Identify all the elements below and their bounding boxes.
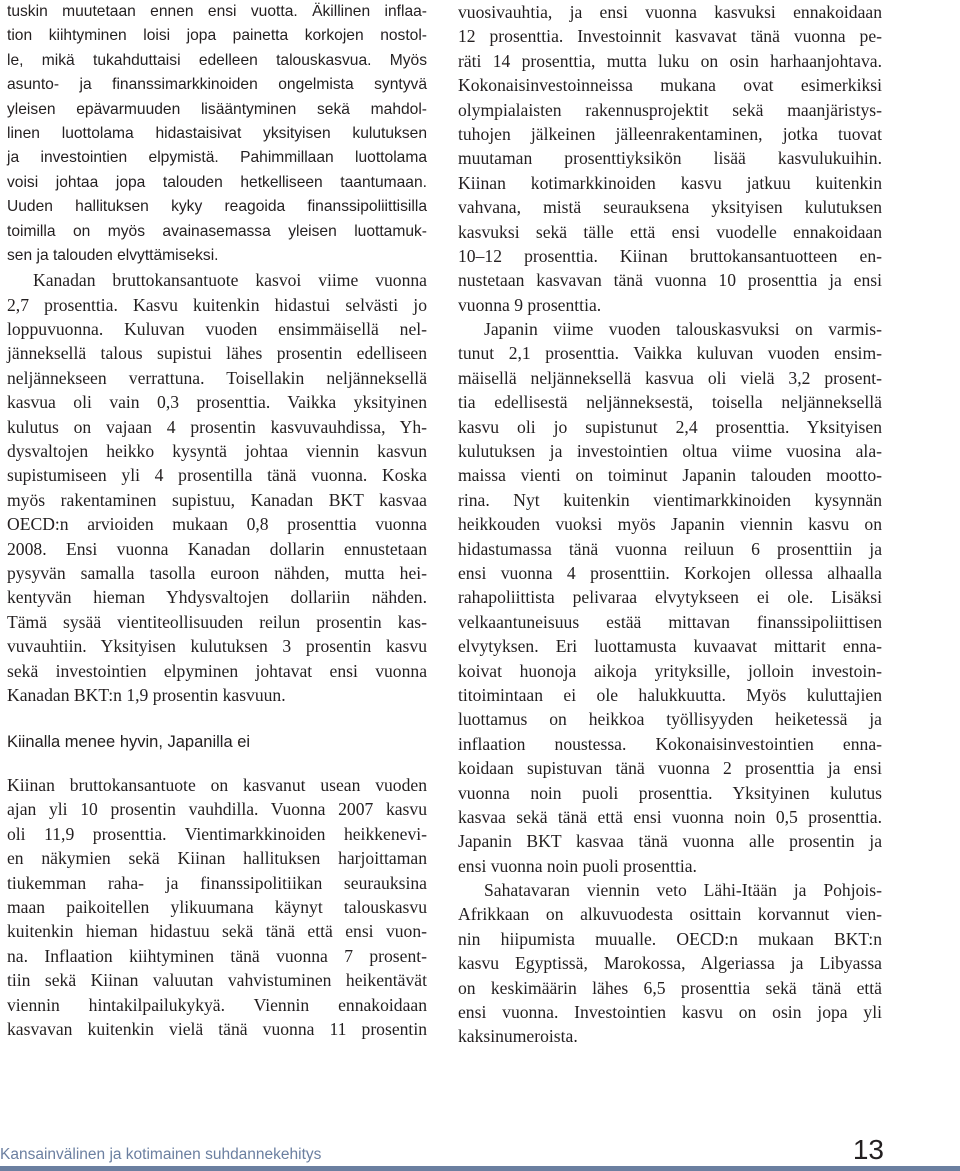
text-line: toimilla on myös avainasemassa yleisen luottamuk- bbox=[7, 222, 427, 240]
text-line: supistumiseen yli 4 prosentilla tänä vuonna. Koska bbox=[7, 465, 427, 486]
text-line: 2,7 prosenttia. Kasvu kuitenkin hidastui selvästi jo bbox=[7, 294, 427, 315]
text-line: elvytyksen. Eri luottamusta kuvaavat mittarit enna- bbox=[458, 636, 882, 657]
text-line: Kiinan bruttokansantuote on kasvanut usean vuoden bbox=[7, 775, 427, 795]
text-line: na. Inflaation kiihtyminen tänä vuonna 7 prosent- bbox=[7, 945, 427, 966]
text-line: maan paikoitellen ylikuumana käynyt talouskasvu bbox=[7, 896, 427, 917]
text-line: Tämä sysää vientiteollisuuden reilun prosentin kas- bbox=[7, 611, 427, 632]
text-line: ensi vuonna noin puoli prosenttia. bbox=[458, 855, 697, 876]
text-line: kasvavan kuitenkin vielä tänä vuonna 11 prosentin bbox=[7, 1018, 427, 1039]
text-line: tuhojen jälkeinen jälleenrakentaminen, jotka tuovat bbox=[458, 123, 882, 144]
text-line: dysvaltojen heikko kysyntä johtaa viennin kasvun bbox=[7, 441, 427, 462]
text-line: vahvana, mistä seurauksena yksityisen kulutuksen bbox=[458, 197, 882, 218]
text-line: kasvu oli jo supistunut 2,4 prosenttia. Yksityisen bbox=[458, 416, 882, 437]
text-line: titoimintaan ei ole halukkuutta. Myös kuluttajien bbox=[458, 684, 882, 705]
text-line: kasvaa sekä tänä että ensi vuonna noin 0,5 prosenttia. bbox=[458, 806, 882, 827]
text-line: kulutus on vajaan 4 prosentin kasvuvauhdissa, Yh- bbox=[7, 416, 427, 437]
left-column bbox=[7, 0, 427, 707]
text-line: vuonna 9 prosenttia. bbox=[458, 294, 602, 315]
text-line: inflaation noustessa. Kokonaisinvestointien enna- bbox=[458, 733, 882, 754]
footer-title: Kansainvälinen ja kotimainen suhdannekehitys bbox=[0, 1146, 322, 1163]
text-line: vuosivauhtia, ja ensi vuonna kasvuksi ennakoidaan bbox=[458, 2, 882, 22]
text-line: vuvauhtiin. Yksityisen kulutuksen 3 prosentin kasvu bbox=[7, 636, 427, 657]
text-line: räti 14 prosenttia, mutta luku on osin harhaanjohtava. bbox=[458, 50, 882, 71]
text-line: nustetaan kasvavan tänä vuonna 10 prosenttia ja ensi bbox=[458, 270, 882, 291]
text-line: muutaman prosenttiyksikön lisää kasvulukuihin. bbox=[458, 148, 882, 169]
text-line: Japanin viime vuoden talouskasvuksi on varmis- bbox=[484, 319, 882, 340]
text-line: on keskimäärin lähes 6,5 prosenttia sekä tänä että bbox=[458, 977, 882, 998]
text-line: koivat huonoja aikoja yrityksille, jolloin investoin- bbox=[458, 660, 882, 681]
left-paragraphs-bottom bbox=[7, 773, 427, 1041]
text-line: tuskin muutetaan ennen ensi vuotta. Äkillinen inflaa- bbox=[7, 3, 427, 20]
text-line: Kanadan BKT:n 1,9 prosentin kasvuun. bbox=[7, 684, 286, 705]
text-line: voisi johtaa jopa talouden hetkelliseen taantumaan. bbox=[7, 173, 427, 191]
text-line: en näkymien sekä Kiinan hallituksen harjoittaman bbox=[7, 848, 427, 869]
text-line: rahapoliittista pelivaraa elvytykseen ei ole. Lisäksi bbox=[458, 587, 882, 608]
text-line: mäisellä neljänneksellä kasvua oli vielä 3,2 prosent- bbox=[458, 367, 882, 388]
text-line: viennin hintakilpailukykyä. Viennin ennakoidaan bbox=[7, 994, 427, 1015]
text-line: tunut 2,1 prosenttia. Vaikka kuluvan vuoden ensim- bbox=[458, 343, 882, 364]
right-paragraphs bbox=[458, 0, 882, 1049]
text-line: maissa vienti on toiminut Japanin talouden mootto- bbox=[458, 465, 882, 486]
text-line: kasvu Egyptissä, Marokossa, Algeriassa ja Libyassa bbox=[458, 953, 882, 974]
text-line: rina. Nyt kuitenkin vientimarkkinoiden kysynnän bbox=[458, 489, 882, 510]
text-line: pysyvän samalla tasolla euroon nähden, mutta hei- bbox=[7, 562, 427, 583]
text-line: Uuden hallituksen kyky reagoida finanssipoliittisilla bbox=[7, 198, 427, 216]
text-line: Japanin BKT kasvaa tänä vuonna alle prosentin ja bbox=[458, 831, 882, 852]
text-line: vuonna noin puoli prosenttia. Yksityinen kulutus bbox=[458, 782, 882, 803]
text-line: heikkouden vuoksi myös Japanin viennin kasvu on bbox=[458, 514, 882, 535]
text-line: Kiinan kotimarkkinoiden kasvu jatkuu kuitenkin bbox=[458, 172, 882, 193]
text-line: asunto- ja finanssimarkkinoiden ongelmista syntyvä bbox=[7, 76, 427, 94]
text-line: tion kiihtyminen loisi jopa painetta korkojen nostol- bbox=[7, 27, 427, 45]
text-line: 2008. Ensi vuonna Kanadan dollarin ennustetaan bbox=[7, 538, 427, 559]
text-line: linen luottolama hidastaisivat yksityisen kulutuksen bbox=[7, 124, 427, 142]
text-line: ja investointien elpymistä. Pahimmillaan luottolama bbox=[7, 149, 427, 167]
text-line: kulutuksen ja investointien oltua viime vuosina ala- bbox=[458, 441, 882, 462]
text-line: Kanadan bruttokansantuote kasvoi viime vuonna bbox=[33, 270, 427, 291]
text-line: kentyvän hieman Yhdysvaltojen dollariin nähden. bbox=[7, 587, 427, 608]
text-line: Afrikkaan on alkuvuodesta osittain korvannut vien- bbox=[458, 904, 882, 925]
text-line: tiin sekä Kiinan valuutan vahvistuminen heikentävät bbox=[7, 970, 427, 991]
text-line: loppuvuonna. Kuluvan vuoden ensimmäisellä nel- bbox=[7, 319, 427, 340]
text-line: velkaantuneisuus estää mittavan finanssipoliittisen bbox=[458, 611, 882, 632]
text-line: kasvua oli vain 0,3 prosenttia. Vaikka yksityinen bbox=[7, 392, 427, 413]
right-column bbox=[458, 0, 882, 1049]
text-line: Kokonaisinvestoinneissa mukana ovat esimerkiksi bbox=[458, 75, 882, 96]
text-line: OECD:n arvioiden mukaan 0,8 prosenttia vuonna bbox=[7, 514, 427, 535]
text-line: ensi vuonna 4 prosenttiin. Korkojen ollessa alhaalla bbox=[458, 562, 882, 583]
text-line: sekä investointien elpyminen johtavat ensi vuonna bbox=[7, 660, 427, 681]
text-line: 10–12 prosenttia. Kiinan bruttokansantuotteen en- bbox=[458, 245, 882, 266]
text-line: nin hiipumista muualle. OECD:n mukaan BKT:n bbox=[458, 928, 882, 949]
text-line: kasvuksi sekä tälle että ensi vuodelle ennakoidaan bbox=[458, 221, 882, 242]
text-line: le, mikä tukahduttaisi edelleen talouskasvua. Myös bbox=[7, 51, 427, 69]
text-line: sen ja talouden elvyttämiseksi. bbox=[7, 246, 219, 264]
text-line: oli 11,9 prosenttia. Vientimarkkinoiden heikkenevi- bbox=[7, 823, 427, 844]
text-line: kuitenkin hieman hidastuu sekä tänä että ensi vuon- bbox=[7, 921, 427, 942]
page-number-box bbox=[884, 1132, 960, 1166]
text-line: ajan yli 10 prosentin vauhdilla. Vuonna 2007 kasvu bbox=[7, 799, 427, 820]
text-line: tiukemman raha- ja finanssipolitiikan seurauksina bbox=[7, 872, 427, 893]
section-heading: Kiinalla menee hyvin, Japanilla ei bbox=[7, 733, 251, 751]
text-line: myös rakentaminen supistuu, Kanadan BKT kasvaa bbox=[7, 489, 427, 510]
text-line: kaksinumeroista. bbox=[458, 1026, 578, 1047]
text-line: 12 prosenttia. Investoinnit kasvavat tänä vuonna pe- bbox=[458, 26, 882, 47]
text-line: Sahatavaran viennin veto Lähi-Itään ja Pohjois- bbox=[484, 880, 882, 901]
text-line: tia edellisestä neljänneksestä, toisella neljänneksellä bbox=[458, 392, 882, 413]
text-line: koidaan supistuvan tänä vuonna 2 prosenttia ja ensi bbox=[458, 758, 882, 779]
text-line: hidastumassa tänä vuonna reiluun 6 prosenttiin ja bbox=[458, 538, 882, 559]
footer-accent-bar bbox=[0, 1166, 960, 1171]
text-line: olympialaisten rakennusprojektit sekä maanjäristys- bbox=[458, 99, 882, 120]
text-line: ensi vuonna. Investointien kasvu on osin jopa yli bbox=[458, 1002, 882, 1023]
text-line: yleisen epävarmuuden lisääntyminen sekä mahdol- bbox=[7, 100, 427, 118]
page-number: 13 bbox=[852, 1134, 884, 1165]
text-line: luottamus on heikkoa työllisyyden heiketessä ja bbox=[458, 709, 882, 730]
left-paragraphs-top bbox=[7, 0, 427, 707]
text-line: neljännekseen verrattuna. Toisellakin neljänneksellä bbox=[7, 367, 427, 388]
text-line: jänneksellä talous supistui lähes prosentin edelliseen bbox=[7, 343, 427, 364]
